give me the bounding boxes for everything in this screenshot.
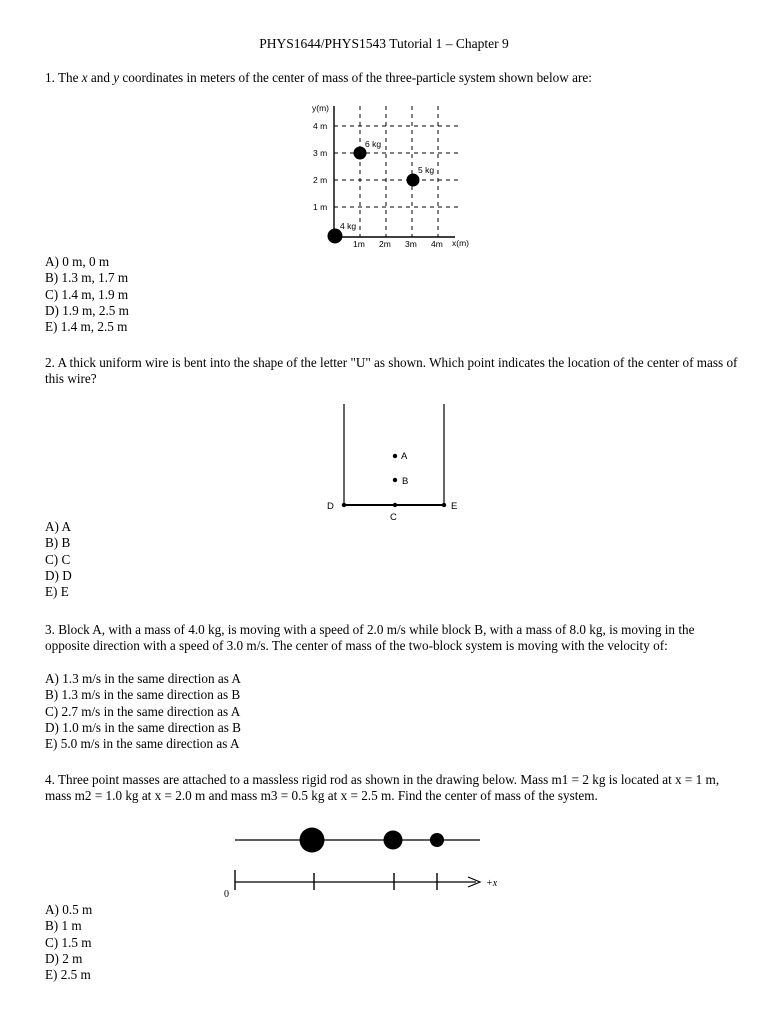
q2-option-a[interactable]: A) A (45, 519, 72, 534)
q1-mass-4kg-label: 4 kg (340, 221, 357, 231)
q4-option-e[interactable]: E) 2.5 m (45, 967, 91, 983)
q1-x-tick: 1m (353, 239, 365, 249)
page-title: PHYS1644/PHYS1543 Tutorial 1 – Chapter 9 (259, 36, 509, 51)
question-4-stem: 4. Three point masses are attached to a massless rigid rod as shown in the drawing below. Mass m1 = 2 kg is located at x = 1 m, mass m2 = 1.0 kg at x = 2.0 m and mass m3 = 0.5 kg at x = 2.5 m. Find the center of mass of the system. (45, 772, 720, 804)
q1-x-tick: 4m (431, 239, 443, 249)
q4-option-a[interactable]: A) 0.5 m (45, 902, 93, 917)
q1-y-tick: 2 m (313, 175, 328, 185)
q1-option-b[interactable]: B) 1.3 m, 1.7 m (45, 270, 129, 286)
q1-grid (334, 106, 458, 237)
q2-option-d[interactable]: D) D (45, 567, 72, 583)
q3-option-e[interactable]: E) 5.0 m/s in the same direction as A (45, 736, 240, 752)
q4-axis-label: +x (486, 878, 498, 889)
q1-y-axis-label: y(m) (312, 103, 329, 113)
q2-label-e: E (451, 501, 458, 512)
q1-option-c[interactable]: C) 1.4 m, 1.9 m (45, 286, 129, 302)
q2-label-a: A (401, 451, 408, 462)
q1-option-e[interactable]: E) 1.4 m, 2.5 m (45, 319, 128, 335)
q3-option-c[interactable]: C) 2.7 m/s in the same direction as A (45, 703, 241, 719)
q2-point-b (393, 478, 397, 482)
q4-origin-label: 0 (224, 889, 229, 900)
q2-option-e[interactable]: E) E (45, 584, 69, 600)
q2-point-c (393, 503, 397, 507)
q1-stem-part: coordinates in meters of the center of mass of the three-particle system shown below are: (119, 70, 592, 85)
q4-mass-m2 (384, 831, 403, 850)
q2-u-wire-figure (320, 398, 470, 524)
q2-label-d: D (327, 501, 334, 512)
question-1-stem (45, 70, 740, 86)
q1-coordinate-figure (290, 98, 490, 254)
q1-mass-6kg-label: 6 kg (365, 139, 382, 149)
q2-point-e (442, 503, 446, 507)
question-1-options (45, 254, 129, 335)
q4-mass-m1 (300, 828, 325, 853)
q1-option-a[interactable]: A) 0 m, 0 m (45, 254, 110, 269)
q1-x-tick: 2m (379, 239, 391, 249)
q4-option-b[interactable]: B) 1 m (45, 918, 82, 934)
q1-y-tick: 3 m (313, 148, 328, 158)
q2-point-a (393, 454, 397, 458)
q1-stem-y: y (113, 70, 120, 85)
q4-mass-m3 (430, 833, 444, 847)
question-2-stem: 2. A thick uniform wire is bent into the shape of the letter "U" as shown. Which point indicates the location of the center of mass of this wire? (45, 355, 738, 387)
q1-y-tick: 4 m (313, 121, 328, 131)
q1-mass-5kg (407, 174, 420, 187)
q2-option-b[interactable]: B) B (45, 535, 71, 551)
q1-option-d[interactable]: D) 1.9 m, 2.5 m (45, 302, 129, 318)
q3-option-d[interactable]: D) 1.0 m/s in the same direction as B (45, 719, 241, 735)
q3-option-b[interactable]: B) 1.3 m/s in the same direction as B (45, 687, 241, 703)
question-2-options (45, 519, 72, 600)
q2-point-d (342, 503, 346, 507)
q1-x-axis-label: x(m) (452, 238, 469, 248)
question-3-options (45, 671, 241, 752)
q1-stem-part: 1. The (45, 70, 82, 85)
q4-rod-figure (218, 822, 508, 902)
question-4-options (45, 902, 92, 983)
q2-label-b: B (402, 476, 409, 487)
q2-option-c[interactable]: C) C (45, 551, 71, 567)
q4-option-c[interactable]: C) 1.5 m (45, 934, 92, 950)
q1-stem-x: x (81, 70, 88, 85)
q3-option-a[interactable]: A) 1.3 m/s in the same direction as A (45, 671, 241, 686)
question-3-stem: 3. Block A, with a mass of 4.0 kg, is moving with a speed of 2.0 m/s while block B, with a mass of 8.0 kg, is moving in the opposite direction with a speed of 3.0 m/s. The center of mass of the two-block system is moving with the velocity of: (45, 622, 695, 654)
q1-stem-part: and (87, 70, 114, 85)
q1-x-tick: 3m (405, 239, 417, 249)
q2-label-c: C (390, 512, 397, 523)
q4-option-d[interactable]: D) 2 m (45, 950, 83, 966)
q1-y-tick: 1 m (313, 202, 328, 212)
q1-mass-5kg-label: 5 kg (418, 165, 435, 175)
